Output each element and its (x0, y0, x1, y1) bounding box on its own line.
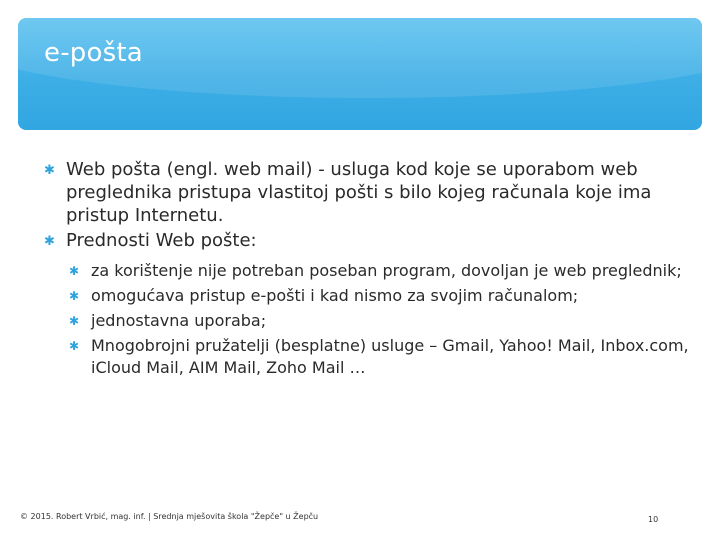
slide-footer: © 2015. Robert Vrbić, mag. inf. | Srednja mješovita škola "Žepče" u Žepču (20, 512, 319, 521)
asterisk-bullet-icon: ✱ (44, 163, 55, 178)
sub-bullet-text: omogućava pristup e-pošti i kad nismo za svojim računalom; (91, 286, 579, 305)
slide-title: e-pošta (44, 38, 143, 68)
sub-bullet-item (68, 285, 704, 307)
bullet-list (44, 158, 704, 379)
bullet-item (44, 229, 704, 379)
sub-bullet-list (68, 260, 704, 379)
asterisk-bullet-icon: ✱ (69, 264, 80, 278)
asterisk-bullet-icon: ✱ (69, 289, 80, 303)
sub-bullet-text: za korištenje nije potreban poseban program, dovoljan je web preglednik; (91, 261, 682, 280)
slide-content (44, 158, 704, 382)
bullet-text: Web pošta (engl. web mail) - usluga kod koje se uporabom web preglednika pristupa vlastitoj pošti s bilo kojeg računala koje ima pristup Internetu. (66, 159, 652, 226)
title-bar (18, 18, 702, 130)
sub-bullet-item (68, 260, 704, 282)
sub-bullet-text: Mnogobrojni pružatelji (besplatne) usluge – Gmail, Yahoo! Mail, Inbox.com, iCloud Mail, AIM Mail, Zoho Mail … (91, 336, 689, 377)
page-number: 10 (648, 515, 659, 524)
bullet-text: Prednosti Web pošte: (66, 230, 257, 251)
sub-bullet-item (68, 310, 704, 332)
asterisk-bullet-icon: ✱ (69, 314, 80, 328)
bullet-item (44, 158, 704, 227)
asterisk-bullet-icon: ✱ (69, 339, 80, 353)
asterisk-bullet-icon: ✱ (44, 234, 55, 249)
sub-bullet-item (68, 335, 704, 379)
sub-bullet-text: jednostavna uporaba; (91, 311, 267, 330)
